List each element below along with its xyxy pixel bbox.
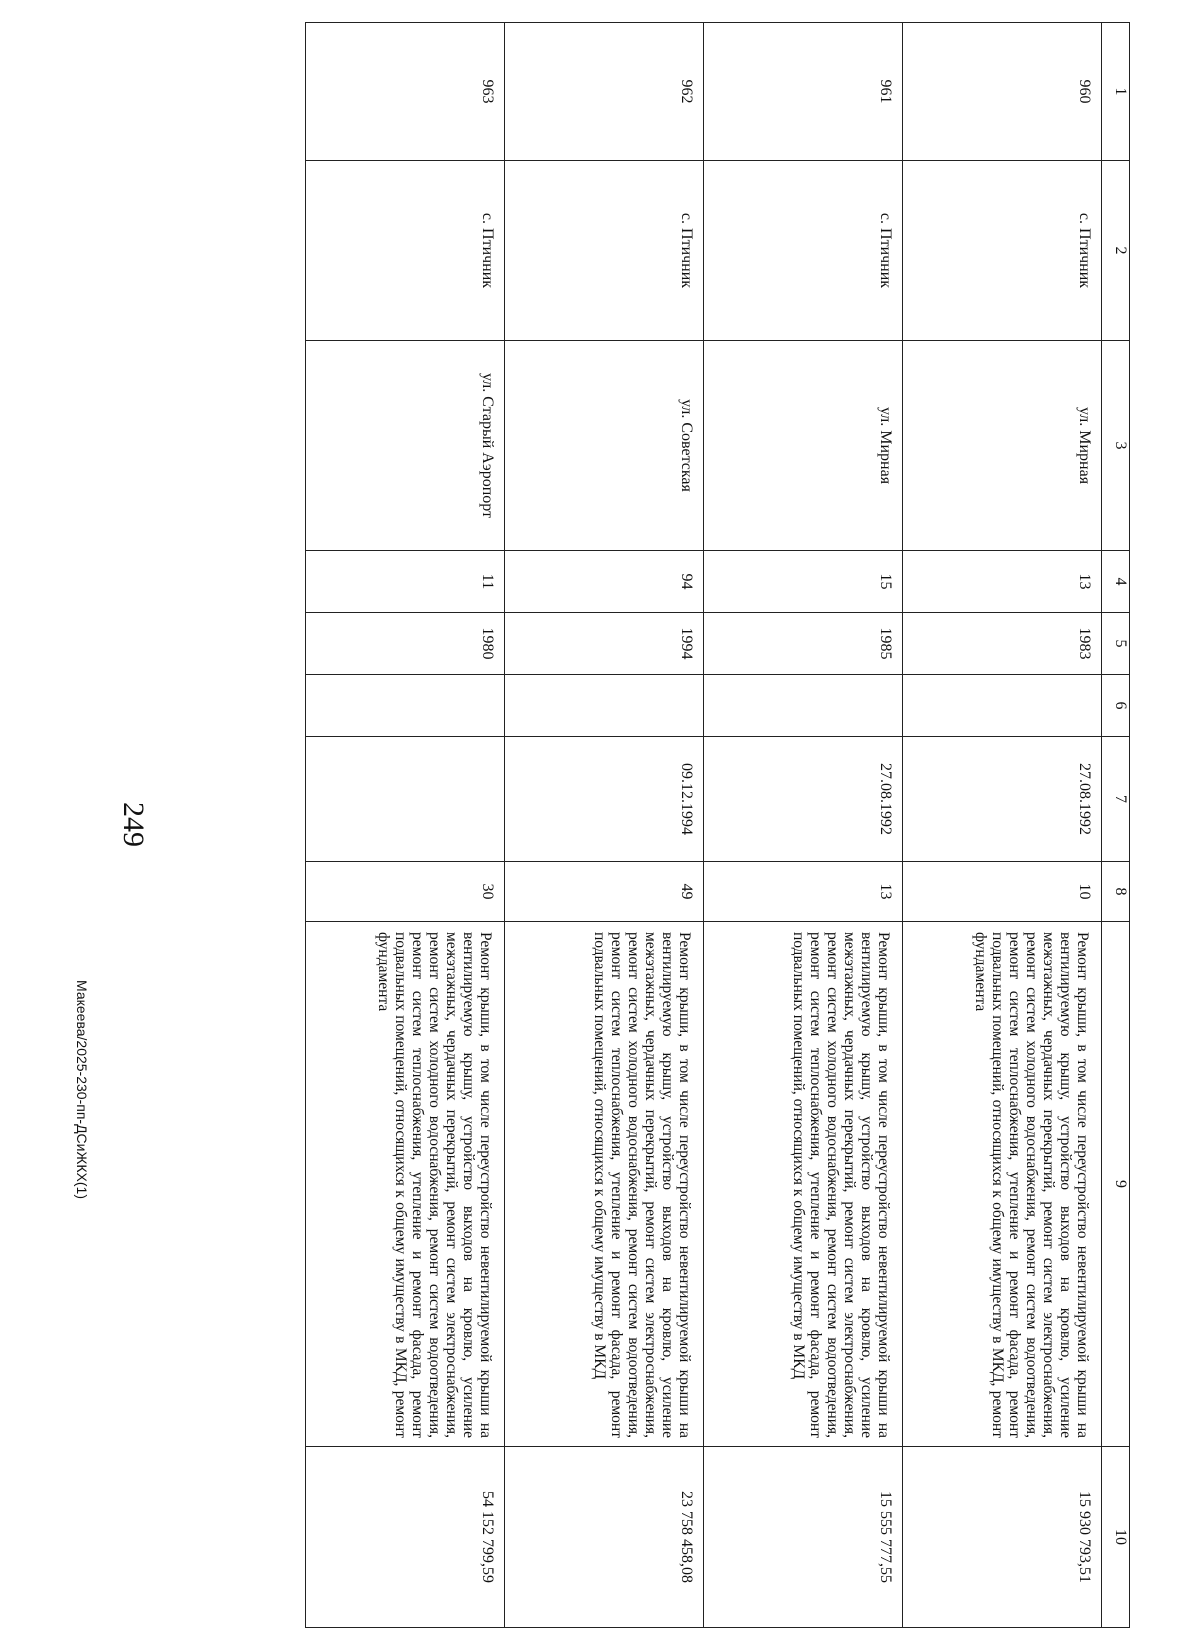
table-row [505, 23, 704, 1628]
cost-cell [306, 1447, 505, 1628]
table-row [704, 23, 903, 1628]
house-number-cell-text: 13 [1076, 573, 1093, 590]
column-number-cell: 5 [1102, 613, 1130, 675]
street-cell-text: ул. Мирная [1076, 406, 1093, 485]
house-number-cell [704, 551, 903, 613]
column-6-cell [903, 675, 1102, 737]
settlement-cell [505, 161, 704, 341]
cost-cell-text: 23 758 458,08 [678, 1491, 695, 1583]
house-number-cell-text: 94 [678, 573, 695, 590]
column-8-cell-text: 49 [678, 883, 695, 900]
year-built-cell-text: 1994 [678, 627, 695, 660]
column-8-cell [306, 862, 505, 922]
year-built-cell [306, 613, 505, 675]
column-6-cell-text [691, 675, 703, 736]
column-6-cell-text [1089, 675, 1101, 736]
column-number-cell: 10 [1102, 1447, 1130, 1628]
street-cell [505, 341, 704, 551]
row-number [306, 23, 505, 161]
cost-cell [505, 1447, 704, 1628]
column-8-cell [903, 862, 1102, 922]
street-cell [306, 341, 505, 551]
column-8-cell-text: 30 [479, 883, 496, 900]
cost-cell-text: 15 555 777,55 [877, 1491, 894, 1583]
date-cell [306, 737, 505, 862]
page-number: 249 [117, 802, 150, 847]
works-description-cell [903, 922, 1102, 1447]
date-cell-text: 27.08.1992 [1076, 763, 1093, 835]
column-number-cell: 1 [1102, 23, 1130, 161]
row-number-text: 963 [479, 79, 496, 104]
column-number-row [1102, 23, 1130, 1628]
cost-cell [903, 1447, 1102, 1628]
house-number-cell [903, 551, 1102, 613]
column-number-cell: 7 [1102, 737, 1130, 862]
works-description-cell-text: Ремонт крыши, в том числе переустройство невентилируемой крыши на вентилируемую крышу, устройство выходов на кровлю, усиление межэтажных, чердачных перекрытий, ремонт систем электроснабжения, ремонт систем холодного водоснабжения, ремонт систем водоотведения, ремонт систем теплоснабжения, утепление и ремонт фасада, ремонт подвальных помещений, относящихся к общему имуществу в МКД, ремонт фундамента [375, 932, 494, 1438]
registry-table [305, 22, 1130, 1628]
column-number-cell: 2 [1102, 161, 1130, 341]
cost-cell-text: 15 930 793,51 [1076, 1491, 1093, 1583]
column-8-cell-text: 13 [877, 883, 894, 900]
street-cell-text: ул. Старый Аэропорт [479, 372, 496, 519]
column-8-cell [505, 862, 704, 922]
cost-cell-text: 54 152 799,59 [479, 1491, 496, 1583]
settlement-cell-text: с. Птичник [1076, 212, 1093, 289]
footer-code: Макеева/2025-230-пп-ДСиЖКХ(1) [74, 980, 90, 1200]
cost-cell [704, 1447, 903, 1628]
row-number [505, 23, 704, 161]
table-row [903, 23, 1102, 1628]
works-description-cell [704, 922, 903, 1447]
date-cell-text [492, 737, 504, 861]
row-number-text: 961 [877, 79, 894, 104]
works-description-cell-text: Ремонт крыши, в том числе переустройство невентилируемой крыши на вентилируемую крышу, устройство выходов на кровлю, усиление межэтажных, чердачных перекрытий, ремонт систем электроснабжения, ремонт систем холодного водоснабжения, ремонт систем водоотведения, ремонт систем теплоснабжения, утепление и ремонт фасада, ремонт подвальных помещений, относящихся к общему имуществу в МКД [790, 932, 892, 1438]
table-row [306, 23, 505, 1628]
year-built-cell [704, 613, 903, 675]
street-cell-text: ул. Советская [678, 399, 695, 492]
street-cell-text: ул. Мирная [877, 406, 894, 485]
settlement-cell-text: с. Птичник [678, 212, 695, 289]
house-number-cell-text: 15 [877, 573, 894, 590]
year-built-cell [505, 613, 704, 675]
row-number-text: 962 [678, 79, 695, 104]
column-number-cell: 9 [1102, 922, 1130, 1447]
works-description-cell-text: Ремонт крыши, в том числе переустройство невентилируемой крыши на вентилируемую крышу, устройство выходов на кровлю, усиление межэтажных, чердачных перекрытий, ремонт систем электроснабжения, ремонт систем холодного водоснабжения, ремонт систем водоотведения, ремонт систем теплоснабжения, утепление и ремонт фасада, ремонт подвальных помещений, относящихся к общему имуществу в МКД [591, 932, 693, 1438]
column-6-cell-text [890, 675, 902, 736]
date-cell-text: 09.12.1994 [678, 763, 695, 835]
date-cell [505, 737, 704, 862]
street-cell [903, 341, 1102, 551]
house-number-cell-text: 11 [479, 573, 496, 590]
settlement-cell [903, 161, 1102, 341]
column-6-cell [704, 675, 903, 737]
date-cell [704, 737, 903, 862]
year-built-cell-text: 1980 [479, 627, 496, 660]
column-6-cell-text [492, 675, 504, 736]
settlement-cell-text: с. Птичник [877, 212, 894, 289]
row-number [704, 23, 903, 161]
settlement-cell [306, 161, 505, 341]
column-8-cell [704, 862, 903, 922]
column-number-cell: 6 [1102, 675, 1130, 737]
date-cell-text: 27.08.1992 [877, 763, 894, 835]
settlement-cell-text: с. Птичник [479, 212, 496, 289]
settlement-cell [704, 161, 903, 341]
works-description-cell [306, 922, 505, 1447]
year-built-cell-text: 1983 [1076, 627, 1093, 660]
column-number-cell: 4 [1102, 551, 1130, 613]
row-number-text: 960 [1076, 79, 1093, 104]
row-number [903, 23, 1102, 161]
house-number-cell [306, 551, 505, 613]
street-cell [704, 341, 903, 551]
column-6-cell [306, 675, 505, 737]
year-built-cell-text: 1985 [877, 627, 894, 660]
column-6-cell [505, 675, 704, 737]
column-8-cell-text: 10 [1076, 883, 1093, 900]
date-cell [903, 737, 1102, 862]
works-description-cell-text: Ремонт крыши, в том числе переустройство невентилируемой крыши на вентилируемую крышу, устройство выходов на кровлю, усиление межэтажных, чердачных перекрытий, ремонт систем электроснабжения, ремонт систем холодного водоснабжения, ремонт систем водоотведения, ремонт систем теплоснабжения, утепление и ремонт фасада, ремонт подвальных помещений, относящихся к общему имуществу в МКД, ремонт фундамента [972, 932, 1091, 1438]
column-number-cell: 3 [1102, 341, 1130, 551]
house-number-cell [505, 551, 704, 613]
year-built-cell [903, 613, 1102, 675]
column-number-cell: 8 [1102, 862, 1130, 922]
works-description-cell [505, 922, 704, 1447]
